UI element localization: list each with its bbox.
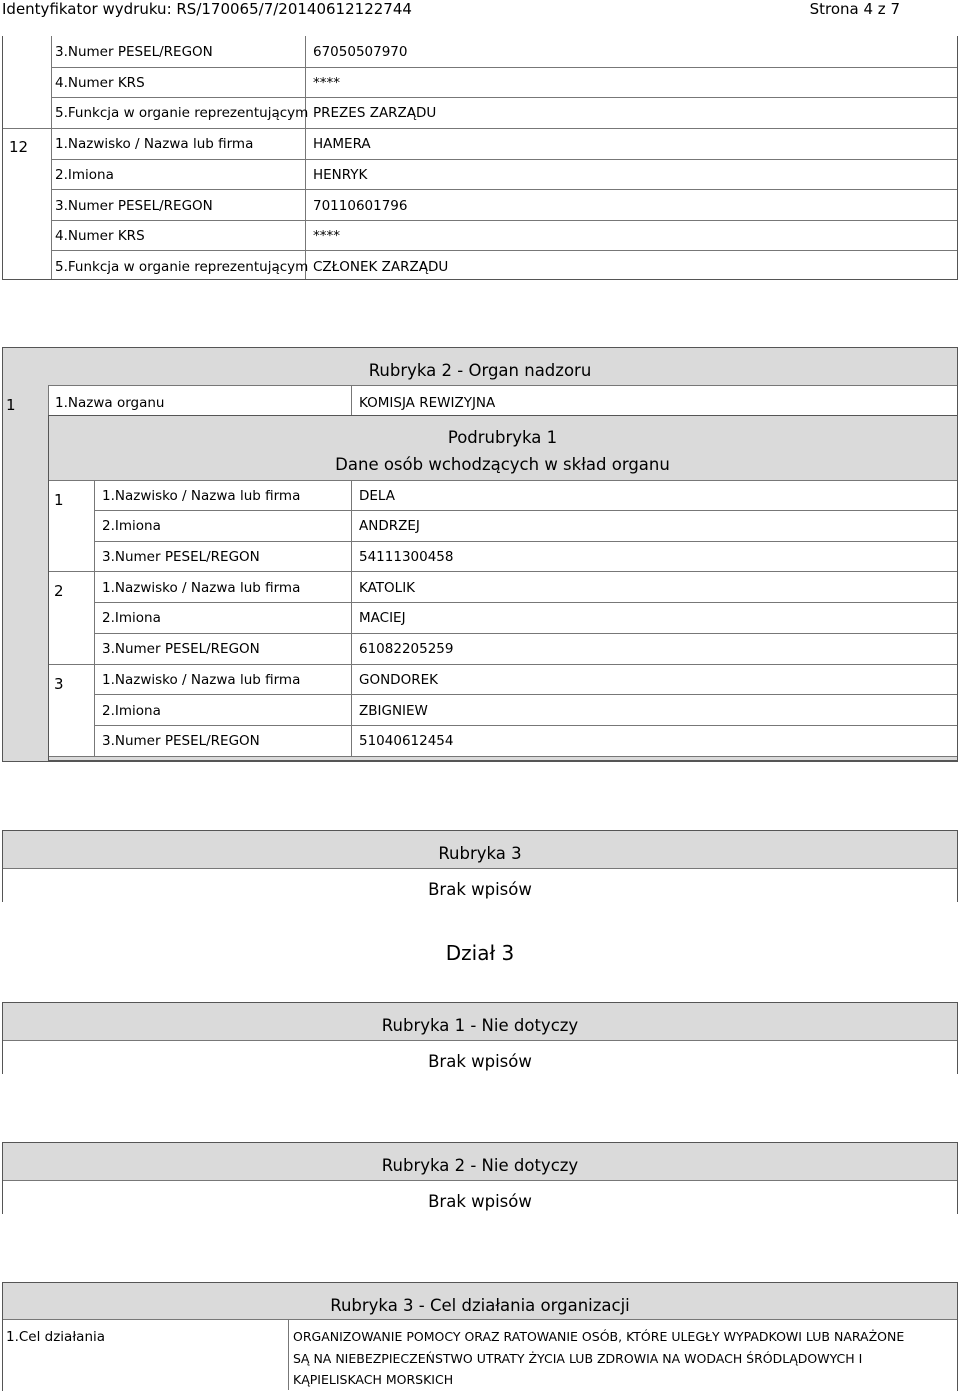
section-title: Rubryka 3 [438,844,522,863]
label-nazwisko: 1.Nazwisko / Nazwa lub firma [102,580,301,596]
value-pesel: 67050507970 [313,44,408,60]
value-imiona: HENRYK [313,167,368,183]
representatives-table [2,36,958,280]
label-funkcja: 5.Funkcja w organie reprezentującym [55,259,309,275]
label-nazwisko: 1.Nazwisko / Nazwa lub firma [102,488,301,504]
value-cel-line-2: SĄ NA NIEBEZPIECZEŃSTWO UTRATY ŻYCIA LUB ZDROWIA NA WODACH ŚRÓDLĄDOWYCH I [293,1351,863,1366]
section-title: Rubryka 2 - Organ nadzoru [368,361,592,380]
label-nazwisko: 1.Nazwisko / Nazwa lub firma [102,672,301,688]
value-nazwisko: HAMERA [313,136,371,152]
value-cel-line-3: KĄPIELISKACH MORSKICH [293,1372,454,1387]
value-imiona: MACIEJ [359,610,406,626]
value-nazwisko: DELA [359,488,395,504]
label-imiona: 2.Imiona [102,703,161,719]
label-imiona: 2.Imiona [55,167,114,183]
section-title: Rubryka 3 - Cel działania organizacji [330,1296,630,1315]
subsection-title: Podrubryka 1 [447,428,558,447]
subsection-subtitle: Dane osób wchodzących w skład organu [335,455,670,474]
value-cel-line-1: ORGANIZOWANIE POMOCY ORAZ RATOWANIE OSÓB, KTÓRE ULEGŁY WYPADKOWI LUB NARAŻONE [293,1329,905,1344]
value-funkcja: PREZES ZARZĄDU [313,105,437,121]
value-krs: **** [313,228,340,244]
empty-notice: Brak wpisów [428,1192,532,1211]
value-pesel: 54111300458 [359,549,454,565]
label-pesel: 3.Numer PESEL/REGON [55,198,213,214]
label-imiona: 2.Imiona [102,610,161,626]
label-pesel: 3.Numer PESEL/REGON [102,733,260,749]
member-number: 2 [54,582,64,600]
label-pesel: 3.Numer PESEL/REGON [102,549,260,565]
print-identifier: Identyfikator wydruku: RS/170065/7/20140612122744 [2,0,412,18]
value-pesel: 51040612454 [359,733,454,749]
value-imiona: ZBIGNIEW [359,703,428,719]
value-nazwa-organu: KOMISJA REWIZYJNA [359,395,496,411]
label-pesel: 3.Numer PESEL/REGON [102,641,260,657]
label-nazwisko: 1.Nazwisko / Nazwa lub firma [55,136,254,152]
rep-number: 12 [9,138,29,156]
empty-notice: Brak wpisów [428,880,532,899]
value-krs: **** [313,75,340,91]
value-pesel: 70110601796 [313,198,408,214]
organ-number: 1 [6,396,16,414]
dzial-title: Dział 3 [445,941,515,965]
value-nazwisko: GONDOREK [359,672,438,688]
value-imiona: ANDRZEJ [359,518,420,534]
label-pesel: 3.Numer PESEL/REGON [55,44,213,60]
value-pesel: 61082205259 [359,641,454,657]
label-imiona: 2.Imiona [102,518,161,534]
value-funkcja: CZŁONEK ZARZĄDU [313,259,449,275]
value-nazwisko: KATOLIK [359,580,416,596]
label-cel: 1.Cel działania [6,1329,106,1345]
member-number: 1 [54,491,64,509]
empty-notice: Brak wpisów [428,1052,532,1071]
label-krs: 4.Numer KRS [55,75,145,91]
label-funkcja: 5.Funkcja w organie reprezentującym [55,105,309,121]
section-title: Rubryka 1 - Nie dotyczy [381,1016,579,1035]
member-number: 3 [54,675,64,693]
page-number: Strona 4 z 7 [809,0,900,18]
section-title: Rubryka 2 - Nie dotyczy [381,1156,579,1175]
label-krs: 4.Numer KRS [55,228,145,244]
label-nazwa-organu: 1.Nazwa organu [55,395,165,411]
